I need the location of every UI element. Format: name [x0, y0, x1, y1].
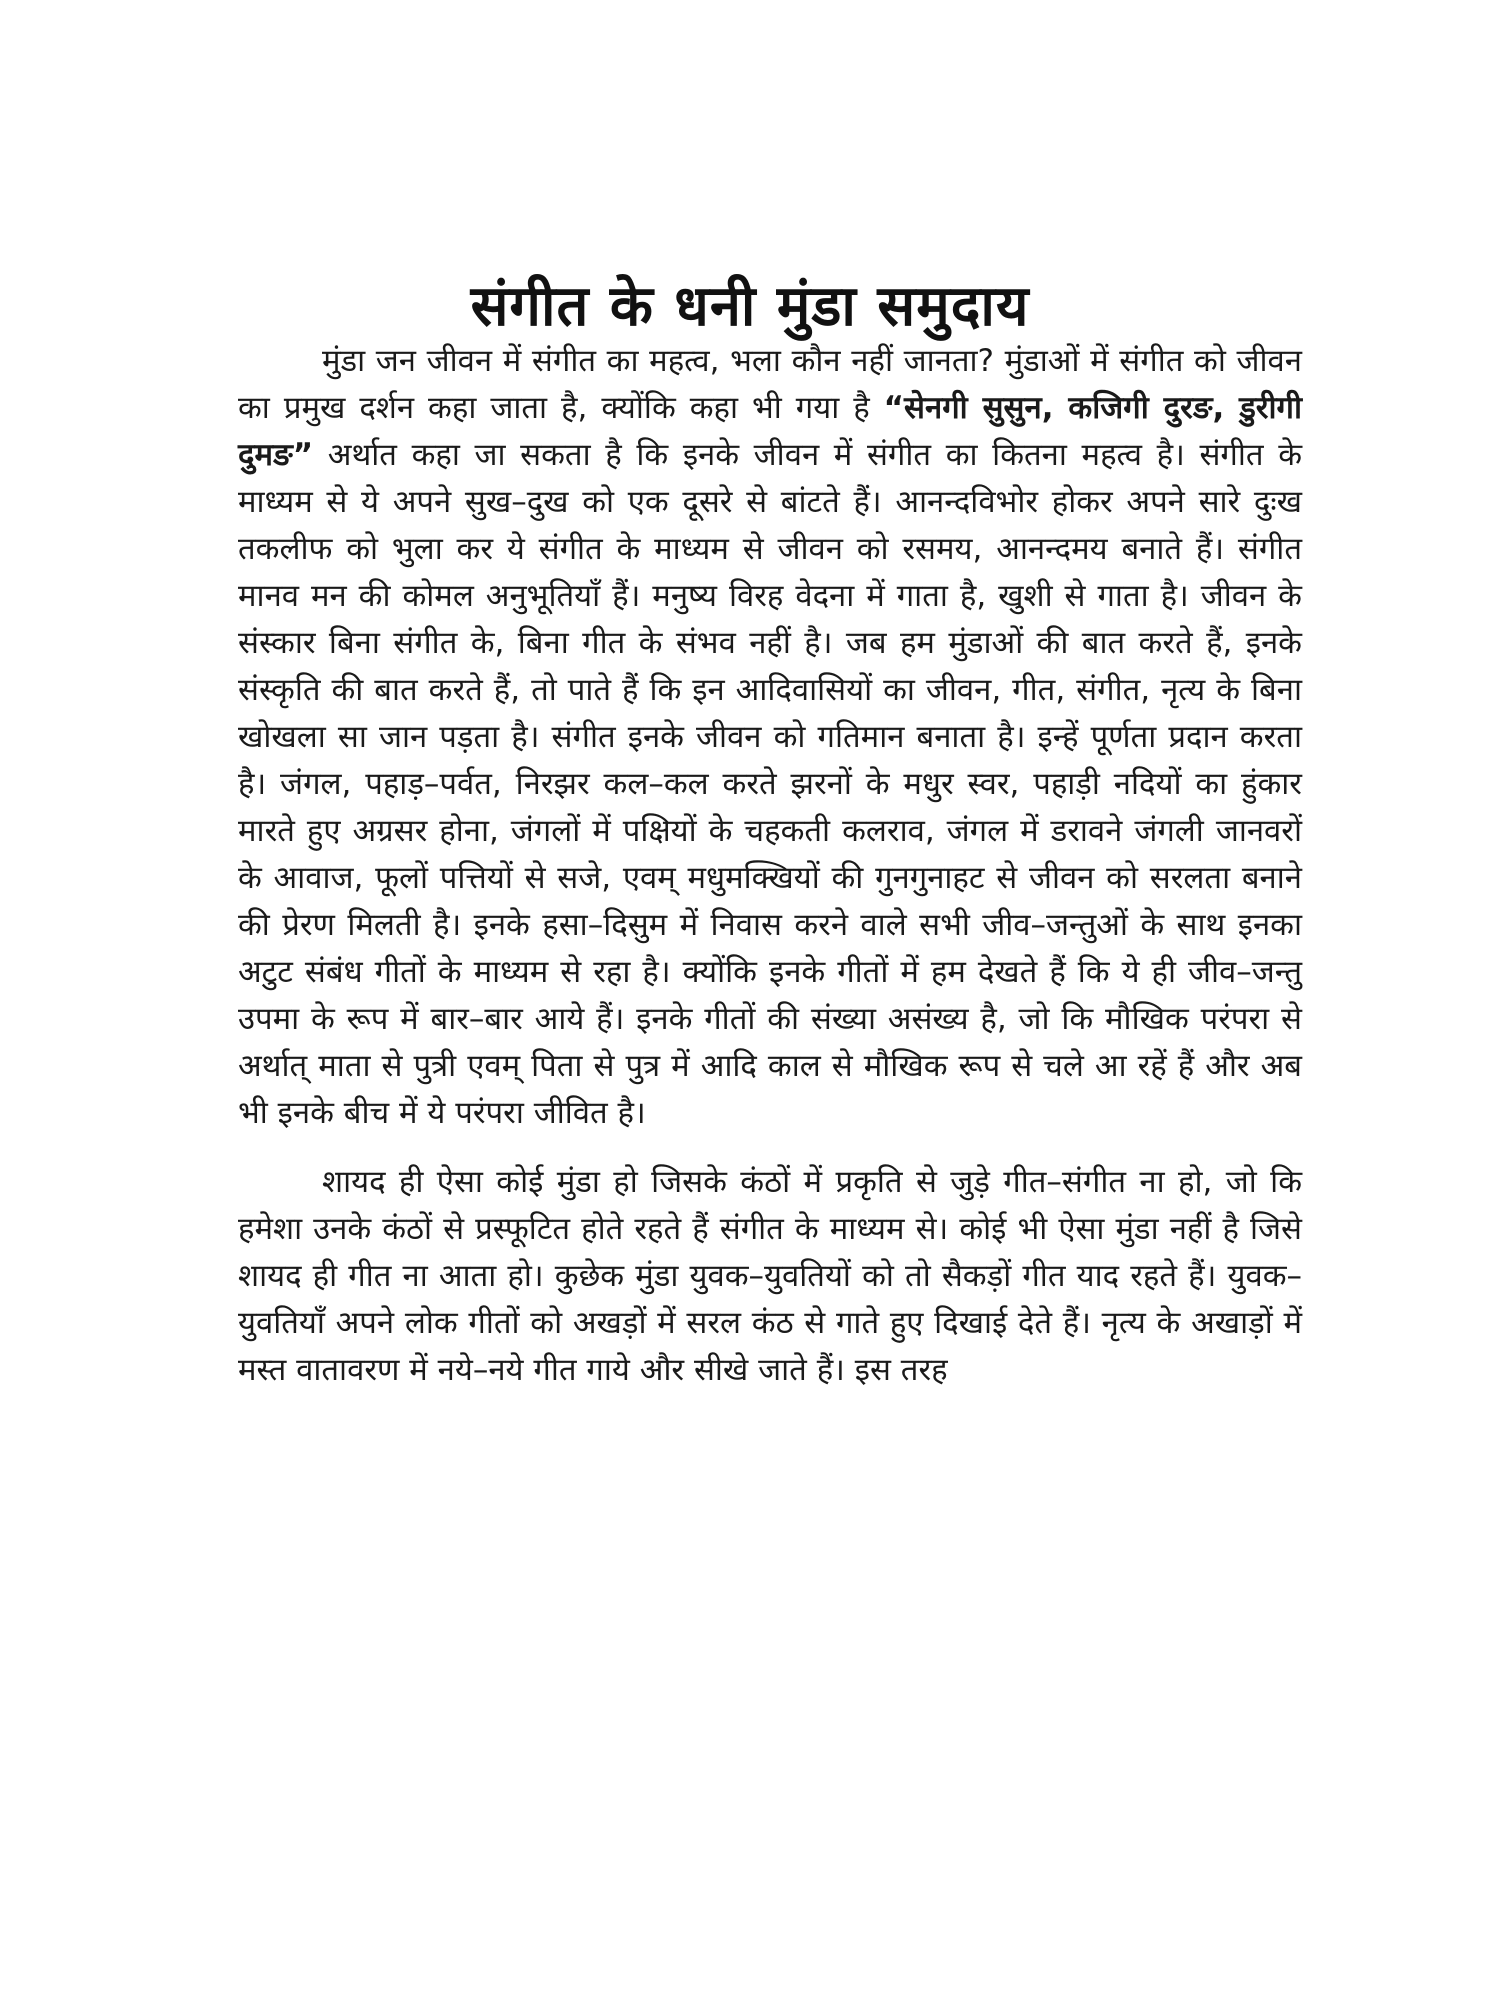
body-text — [238, 338, 1302, 1416]
mundari-proverb-quote: “सेनगी सुसुन, कजिगी दुरङ, डुरीगी दुमङ” — [238, 390, 1302, 473]
paragraph-1 — [238, 338, 1302, 1137]
page-title: संगीत के धनी मुंडा समुदाय — [470, 273, 1030, 339]
paragraph-1-continuation: अर्थात कहा जा सकता है कि इनके जीवन में संगीत का कितना महत्व है। संगीत के माध्यम से ये अपने सुख–दुख को एक दूसरे से बांटते हैं। आनन्दविभोर होकर अपने सारे दुःख तकलीफ को भुला कर ये संगीत के माध्यम से जीवन को रसमय, आनन्दमय बनाते हैं। संगीत मानव मन की कोमल अनुभूतियाँ हैं। मनुष्य विरह वेदना में गाता है, खुशी से गाता है। जीवन के संस्कार बिना संगीत के, बिना गीत के संभव नहीं है। जब हम मुंडाओं की बात करते हैं, इनके संस्कृति की बात करते हैं, तो पाते हैं कि इन आदिवासियों का जीवन, गीत, संगीत, नृत्य के बिना खोखला सा जान पड़ता है। संगीत इनके जीवन को गतिमान बनाता है। इन्हें पूर्णता प्रदान करता है। जंगल, पहाड़–पर्वत, निरझर कल–कल करते झरनों के मधुर स्वर, पहाड़ी नदियों का हुंकार मारते हुए अग्रसर होना, जंगलों में पक्षियों के चहकती कलराव, जंगल में डरावने जंगली जानवरों के आवाज, फूलों पत्तियों से सजे, एवम् मधुमक्खियों की गुनगुनाहट से जीवन को सरलता बनाने की प्रेरण मिलती है। इनके हसा–दिसुम में निवास करने वाले सभी जीव–जन्तुओं के साथ इनका अटुट संबंध गीतों के माध्यम से रहा है। क्योंकि इनके गीतों में हम देखते हैं कि ये ही जीव–जन्तु उपमा के रूप में बार–बार आये हैं। इनके गीतों की संख्या असंख्य है, जो कि मौखिक परंपरा से अर्थात् माता से पुत्री एवम् पिता से पुत्र में आदि काल से मौखिक रूप से चले आ रहें हैं और अब भी इनके बीच में ये परंपरा जीवित है। — [238, 437, 1302, 1131]
paragraph-1-intro: मुंडा जन जीवन में संगीत का महत्व, भला कौन नहीं जानता? मुंडाओं में संगीत को जीवन का प्रमुख दर्शन कहा जाता है, क्योंकि कहा भी गया है — [238, 343, 1302, 426]
paragraph-2: शायद ही ऐसा कोई मुंडा हो जिसके कंठों में प्रकृति से जुड़े गीत–संगीत ना हो, जो कि हमेशा उनके कंठों से प्रस्फूटित होते रहते हैं संगीत के माध्यम से। कोई भी ऐसा मुंडा नहीं है जिसे शायद ही गीत ना आता हो। कुछेक मुंडा युवक–युवतियों को तो सैकड़ों गीत याद रहते हैं। युवक–युवतियाँ अपने लोक गीतों को अखड़ों में सरल कंठ से गाते हुए दिखाई देते हैं। नृत्य के अखाड़ों में मस्त वातावरण में नये–नये गीत गाये और सीखे जाते हैं। इस तरह — [238, 1164, 1302, 1388]
